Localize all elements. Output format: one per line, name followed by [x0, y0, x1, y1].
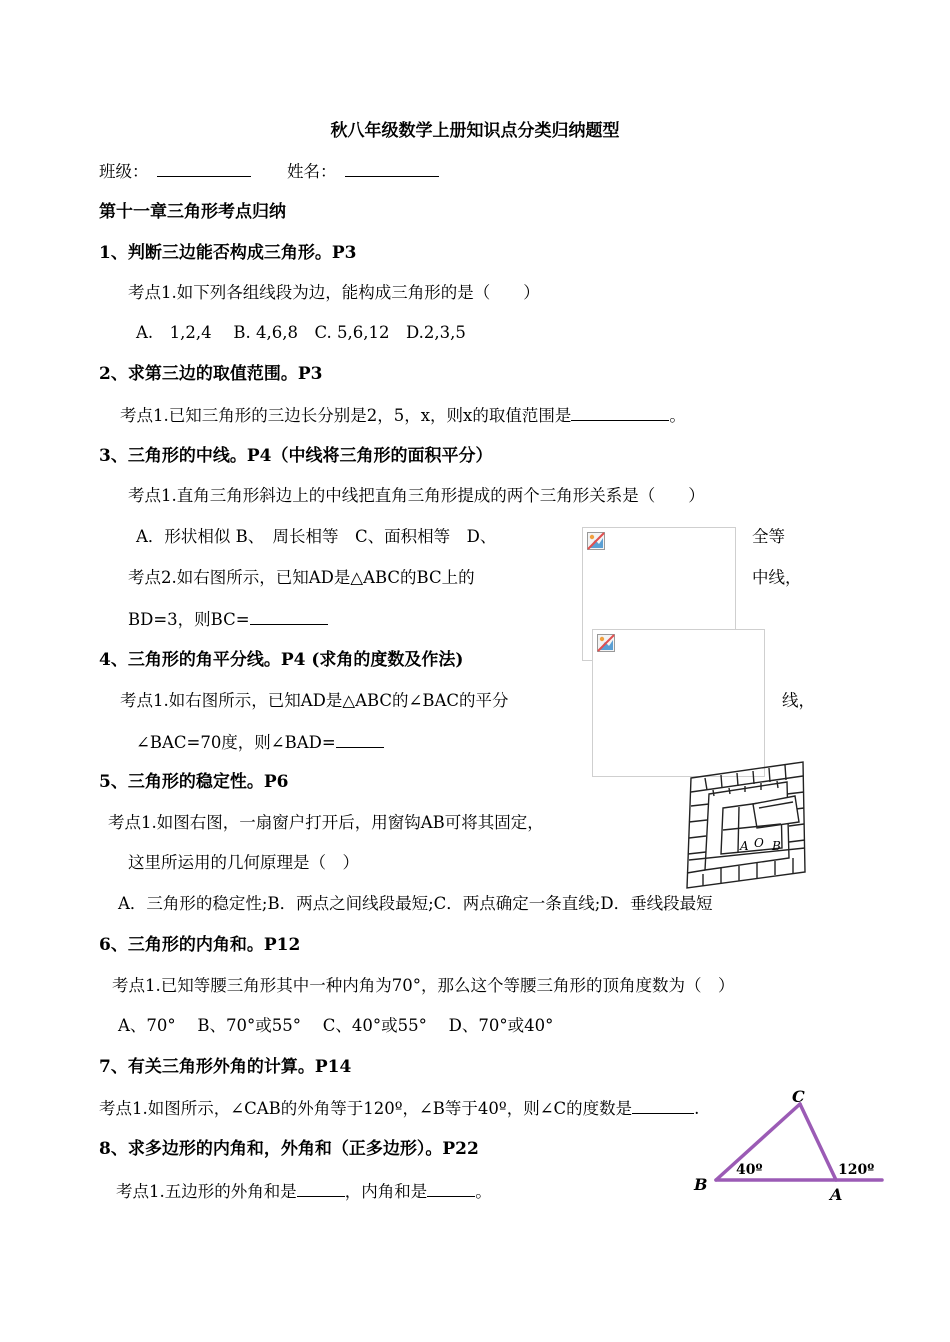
- section-4-heading: 4、三角形的角平分线。P4 (求角的度数及作法): [99, 650, 464, 670]
- exterior-angle-label: 120º: [838, 1162, 875, 1178]
- class-label: 班级：: [99, 162, 149, 181]
- s3-options: A．形状相似 B、 周长相等 C、面积相等 D、: [136, 527, 497, 546]
- s6-options: A、70° B、70°或55° C、40°或55° D、70°或40°: [118, 1016, 554, 1035]
- s4-question: 考点1.如右图所示，已知AD是△ABC的∠BAC的平分: [120, 691, 509, 710]
- section-8-heading: 8、求多边形的内角和，外角和（正多边形）。P22: [99, 1139, 479, 1159]
- section-3-heading: 3、三角形的中线。P4（中线将三角形的面积平分）: [99, 446, 493, 466]
- s3-q2-cont-text: BD=3，则BC=: [128, 610, 250, 629]
- s5-options: A．三角形的稳定性;B．两点之间线段最短;C．两点确定一条直线;D．垂线段最短: [118, 894, 713, 913]
- section-1-heading: 1、判断三边能否构成三角形。P3: [99, 243, 357, 263]
- triangle-label-b: B: [694, 1175, 708, 1194]
- s7-question-text: 考点1.如图所示，∠CAB的外角等于120º，∠B等于40º，则∠C的度数是: [99, 1099, 633, 1118]
- s4-question-end: 线，: [782, 691, 815, 710]
- window-label-a: A: [740, 839, 749, 853]
- s3-question-2: 考点2.如右图所示，已知AD是△ABC的BC上的: [128, 568, 475, 587]
- chapter-heading: 第十一章三角形考点归纳: [99, 202, 286, 222]
- section-5-heading: 5、三角形的稳定性。P6: [99, 772, 289, 792]
- class-blank[interactable]: [157, 160, 251, 177]
- s3-question-1: 考点1.直角三角形斜边上的中线把直角三角形提成的两个三角形关系是（ ）: [128, 486, 705, 505]
- section-2-heading: 2、求第三边的取值范围。P3: [99, 364, 323, 384]
- broken-image-icon: [587, 532, 605, 550]
- class-name-line: [99, 160, 439, 183]
- angle-b-label: 40º: [736, 1162, 763, 1178]
- s3-answer-blank[interactable]: [250, 608, 328, 625]
- page-title: 秋八年级数学上册知识点分类归纳题型: [330, 121, 620, 141]
- name-blank[interactable]: [345, 160, 439, 177]
- triangle-label-a: A: [830, 1185, 843, 1204]
- s8-question: [116, 1180, 492, 1203]
- window-figure: [683, 760, 809, 890]
- s3-question-2-cont: [128, 608, 328, 631]
- s8-exterior-blank[interactable]: [297, 1180, 345, 1197]
- s2-question-text: 考点1.已知三角形的三边长分别是2，5，x，则x的取值范围是: [120, 406, 572, 425]
- s8-q-part-b: ，内角和是: [344, 1182, 428, 1201]
- section-6-heading: 6、三角形的内角和。P12: [99, 935, 301, 955]
- s8-interior-blank[interactable]: [427, 1180, 475, 1197]
- section-7-heading: 7、有关三角形外角的计算。P14: [99, 1057, 352, 1077]
- s5-question: 考点1.如图右图，一扇窗户打开后，用窗钩AB可将其固定，: [108, 813, 544, 832]
- s1-question: 考点1.如下列各组线段为边，能构成三角形的是（ ）: [128, 283, 540, 302]
- s3-question-2-end: 中线，: [752, 568, 802, 587]
- s2-question: [120, 404, 686, 427]
- broken-image-icon: [597, 634, 615, 652]
- name-label: 姓名：: [287, 162, 337, 181]
- s4-question-cont: [136, 731, 384, 754]
- s7-question-end: .: [694, 1099, 700, 1118]
- triangle-label-c: C: [792, 1087, 805, 1106]
- s5-question-cont: 这里所运用的几何原理是（ ）: [128, 853, 359, 872]
- window-label-o: O: [754, 836, 764, 850]
- s4-q-cont-text: ∠BAC=70度，则∠BAD=: [136, 733, 336, 752]
- s7-answer-blank[interactable]: [632, 1097, 694, 1114]
- bisector-figure-placeholder: [592, 629, 765, 777]
- s2-question-end: 。: [669, 406, 686, 425]
- s8-q-part-c: 。: [475, 1182, 492, 1201]
- s6-question: 考点1.已知等腰三角形其中一种内角为70°，那么这个等腰三角形的顶角度数为（ ）: [112, 976, 735, 995]
- s4-answer-blank[interactable]: [336, 731, 384, 748]
- triangle-figure: [690, 1086, 886, 1204]
- s1-options: A. 1,2,4 B. 4,6,8 C. 5,6,12 D.2,3,5: [136, 323, 466, 342]
- s8-q-part-a: 考点1.五边形的外角和是: [116, 1182, 297, 1201]
- s3-options-end: 全等: [752, 527, 785, 546]
- window-label-b: B: [772, 839, 781, 853]
- s7-question: [99, 1097, 699, 1120]
- s2-answer-blank[interactable]: [571, 404, 669, 421]
